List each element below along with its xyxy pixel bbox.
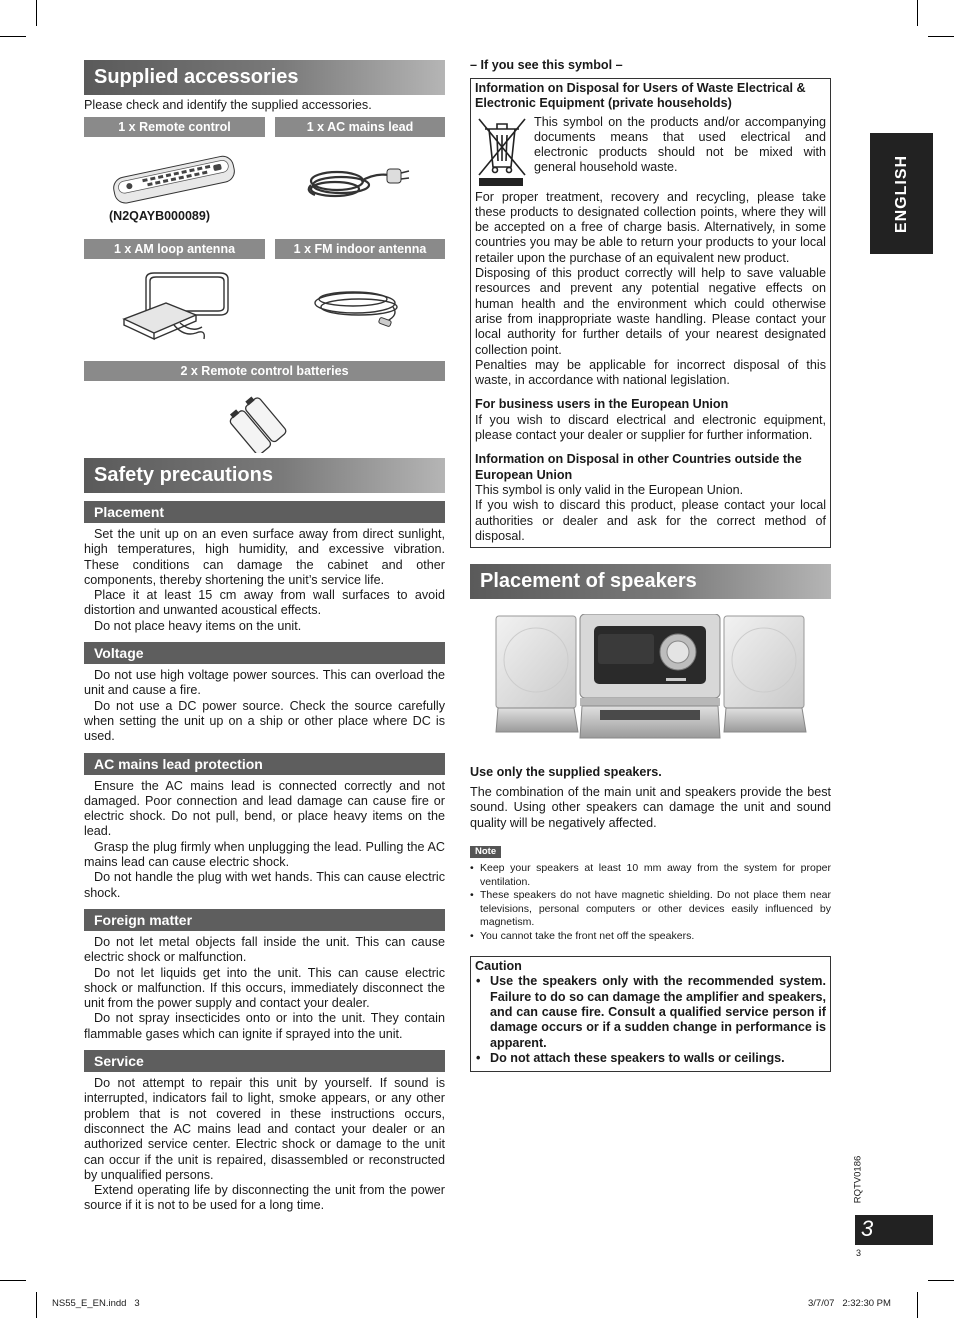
page-number: 3 xyxy=(861,1216,874,1241)
note-list xyxy=(470,862,831,943)
placement-paragraph: Do not place heavy items on the unit. xyxy=(94,618,302,633)
crop-mark xyxy=(928,36,954,37)
outside-eu-heading: Information on Disposal in other Countries outside the European Union xyxy=(475,452,802,482)
caution-box xyxy=(470,956,831,1072)
placement-heading: Placement xyxy=(84,501,445,523)
voltage-paragraph: Do not use high voltage power sources. This can overload the unit and cause a fire. xyxy=(84,668,445,698)
batteries-image xyxy=(84,387,445,453)
language-tab xyxy=(870,133,933,254)
stereo-system-image xyxy=(470,614,831,754)
outside-eu-paragraph: If you wish to discard this product, please contact your local authorities or dealer and ask for the correct method of disposal. xyxy=(475,498,826,543)
fm-indoor-antenna-image xyxy=(275,263,445,349)
remote-model-code: (N2QAYB000089) xyxy=(109,209,210,223)
crop-mark xyxy=(917,0,918,26)
accessories-row-2 xyxy=(84,239,445,361)
am-loop-antenna-image xyxy=(84,263,265,349)
disposal-paragraph: Penalties may be applicable for incorrect disposal of this waste, in accordance with national legislation. xyxy=(475,357,826,388)
placement-paragraph: Set the unit up on an even surface away from direct sunlight, high temperatures, high humidity, and excessive vibration. These conditions can damage the cabinet and other components, thereby shortening the unit’s service life. xyxy=(84,527,445,587)
crop-mark xyxy=(0,1280,26,1281)
note-item: • You cannot take the front net off the speakers. xyxy=(470,930,831,944)
crop-mark xyxy=(928,1280,954,1281)
symbol-note: – If you see this symbol – xyxy=(470,58,623,72)
service-heading: Service xyxy=(84,1050,445,1072)
outside-eu-paragraph: This symbol is only valid in the European Union. xyxy=(475,482,744,497)
caution-label: Caution xyxy=(475,959,522,974)
speakers-paragraph: The combination of the main unit and speakers provide the best sound. Using other speakers can damage the unit and sound quality will be negatively affected. xyxy=(470,785,831,830)
disposal-info-box xyxy=(470,78,831,548)
symbol-description: This symbol on the products and/or accompanying documents means that used electrical and electronic products should not be mixed with general household waste. xyxy=(534,114,826,175)
use-only-supplied-speakers: Use only the supplied speakers. xyxy=(470,765,662,780)
ac-lead-paragraph: Do not handle the plug with wet hands. This can cause electric shock. xyxy=(84,870,445,900)
placement-of-speakers-title: Placement of speakers xyxy=(470,564,831,599)
crop-mark xyxy=(0,36,26,37)
right-column xyxy=(470,58,831,1072)
voltage-heading: Voltage xyxy=(84,642,445,664)
safety-precautions-title: Safety precautions xyxy=(84,458,445,493)
ac-lead-paragraph: Ensure the AC mains lead is connected correctly and not damaged. Poor connection and lead damage can cause fire or electric shock. Do not pull, bend, or place heavy items on the lead. xyxy=(84,778,445,839)
crop-mark xyxy=(36,1292,37,1318)
caution-list xyxy=(475,974,826,1066)
ac-mains-lead-protection-heading: AC mains lead protection xyxy=(84,753,445,775)
note-item: • These speakers do not have magnetic shielding. Do not place them near televisions, personal computers or other devices easily influenced by magnetism. xyxy=(470,889,831,930)
service-paragraph: Extend operating life by disconnecting the unit from the power source if it is not to be used for a long time. xyxy=(84,1183,445,1213)
disposal-paragraph: For proper treatment, recovery and recycling, please take these products to designated collection points, where they will be accepted on a free of charge basis. Alternatively, in some countries you may be able to return your products to your local retailer upon the purchase of an equivalent new product. xyxy=(475,189,826,265)
service-paragraph: Do not attempt to repair this unit by yourself. If sound is interrupted, indicators fail to light, smoke appears, or any other problem that is not covered in these instructions occurs, disconnect the AC mains lead and contact your dealer or an authorized service center. Electric shock or damage to the unit can occur if the unit is repaired, disassembled or reconstructed by unqualified persons. xyxy=(84,1076,445,1182)
accessory-label-fm-antenna: 1 x FM indoor antenna xyxy=(275,239,445,259)
crossed-bin-icon xyxy=(475,115,529,187)
foreign-matter-heading: Foreign matter xyxy=(84,909,445,931)
placement-paragraph: Place it at least 15 cm away from wall surfaces to avoid distortion and unwanted acoustical effects. xyxy=(84,588,445,618)
business-users-heading: For business users in the European Union xyxy=(475,397,729,412)
foreign-matter-paragraph: Do not let liquids get into the unit. This can cause electric shock or malfunction. If this occurs, immediately disconnect the unit from the power supply and contact your dealer. xyxy=(84,965,445,1011)
accessory-label-ac-lead: 1 x AC mains lead xyxy=(275,117,445,137)
note-label: Note xyxy=(470,846,501,858)
ac-mains-lead-image xyxy=(275,145,445,217)
caution-item: • Do not attach these speakers to walls or ceilings. xyxy=(475,1051,826,1066)
crop-mark xyxy=(36,0,37,26)
business-users-paragraph: If you wish to discard electrical and electronic equipment, please contact your dealer or supplier for further information. xyxy=(475,412,826,443)
page-number-box xyxy=(855,1215,933,1245)
ac-lead-paragraph: Grasp the plug firmly when unplugging the lead. Pulling the AC mains lead can cause electric shock. xyxy=(84,839,445,870)
voltage-paragraph: Do not use a DC power source. Check the source carefully when setting the unit up on a ship or other place where DC is used. xyxy=(84,698,445,744)
disposal-paragraph: Disposing of this product correctly will help to save valuable resources and prevent any potential negative effects on human health and the environment which could otherwise arise from inappropriate waste handling. Please contact your local authority for further details of your nearest designated collection point. xyxy=(475,266,826,357)
note-item: • Keep your speakers at least 10 mm away from the system for proper ventilation. xyxy=(470,862,831,889)
disposal-heading: Information on Disposal for Users of Waste Electrical & Electronic Equipment (private households) xyxy=(475,81,806,111)
accessory-label-am-antenna: 1 x AM loop antenna xyxy=(84,239,265,259)
supplied-accessories-title: Supplied accessories xyxy=(84,60,445,95)
language-tab-label: ENGLISH xyxy=(892,154,910,233)
left-column xyxy=(84,60,445,1214)
accessory-label-batteries: 2 x Remote control batteries xyxy=(84,361,445,381)
foreign-matter-paragraph: Do not let metal objects fall inside the unit. This can cause electric shock or malfunction. xyxy=(84,934,445,965)
accessory-label-remote: 1 x Remote control xyxy=(84,117,265,137)
footer-timestamp: 3/7/07 2:32:30 PM xyxy=(808,1298,891,1309)
footer-file-name: NS55_E_EN.indd 3 xyxy=(52,1298,140,1309)
remote-control-image xyxy=(84,141,265,213)
accessories-row-1 xyxy=(84,117,445,239)
crop-mark xyxy=(917,1292,918,1318)
page-number-small: 3 xyxy=(856,1248,862,1258)
foreign-matter-paragraph: Do not spray insecticides onto or into the unit. They contain flammable gases which can ignite if sprayed into the unit. xyxy=(84,1011,445,1041)
accessories-intro: Please check and identify the supplied accessories. xyxy=(84,98,372,112)
caution-item: • Use the speakers only with the recommended system. Failure to do so can damage the amplifier and speakers, and can cause fire. Consult a qualified service person if damage occurs or if a sudden change in performance is apparent. xyxy=(475,974,826,1050)
